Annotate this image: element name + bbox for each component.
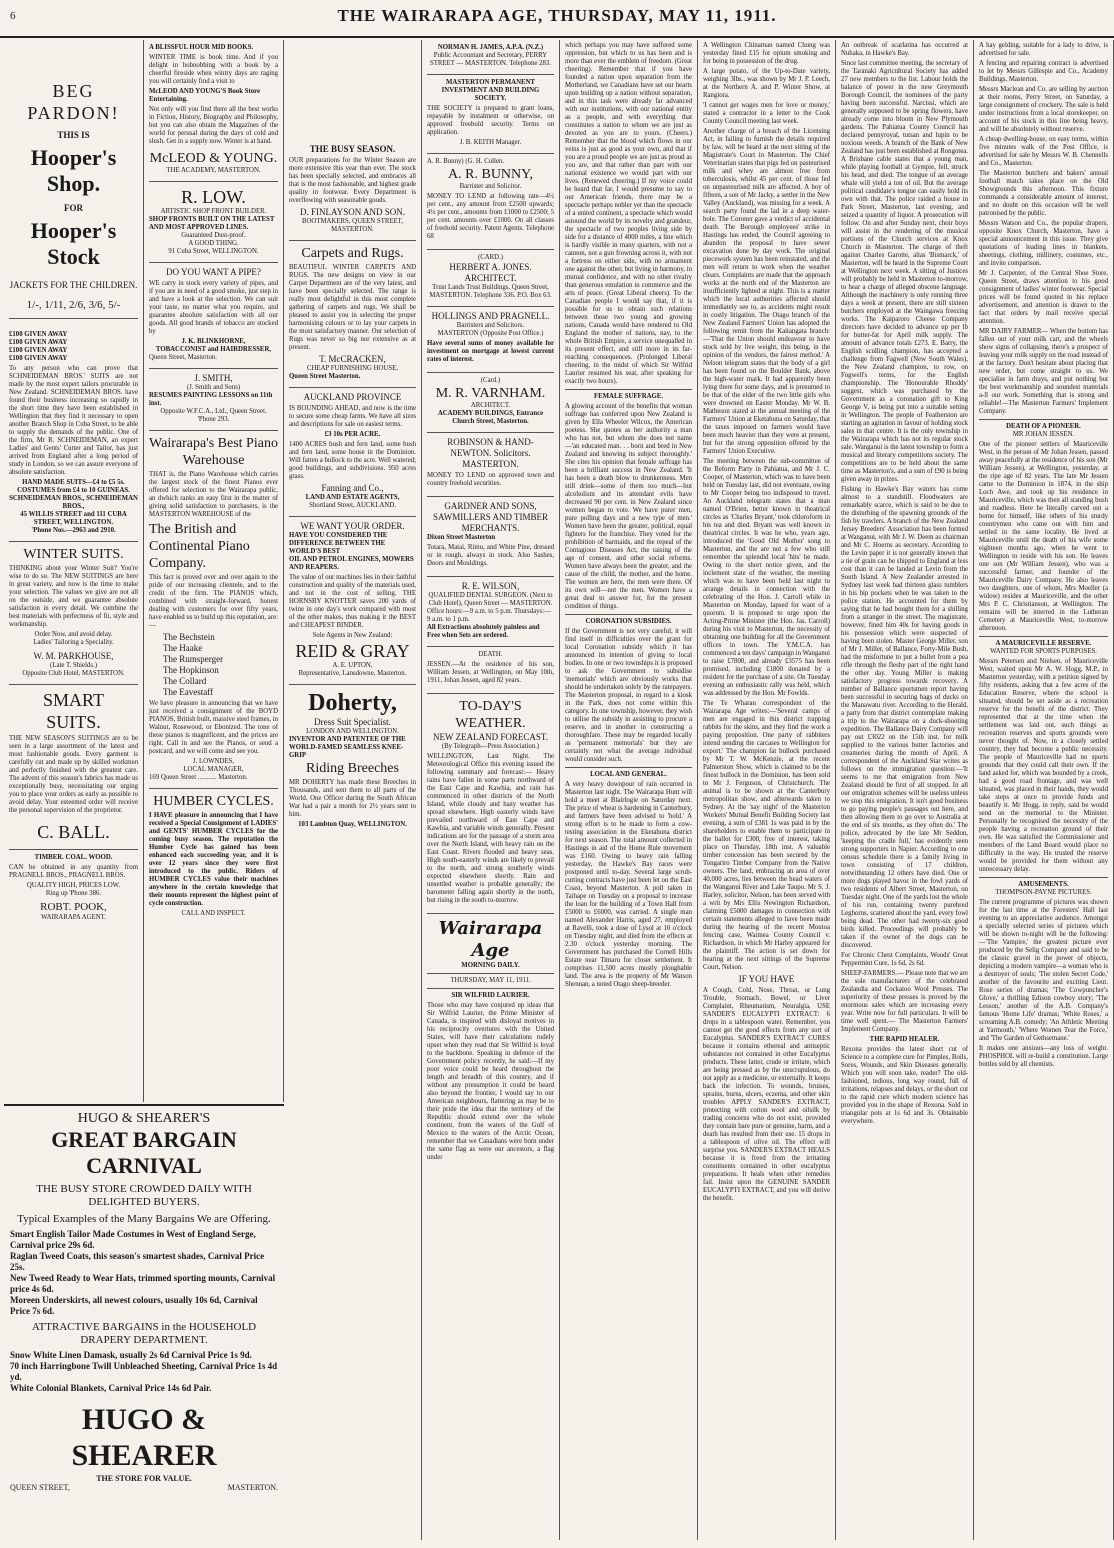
per-acre-line: £3 10s PER ACRE. bbox=[324, 431, 381, 438]
piano-brand: The Rumsperger bbox=[163, 654, 224, 664]
society-heading: MASTERTON PERMANENT INVESTMENT AND BUILDING SOCIETY. bbox=[441, 79, 540, 102]
bargain-item-2: Snow White Linen Damask, usually 2s 6d Carnival Price 1s 9d. bbox=[10, 1350, 252, 1360]
wairarapa-agent: WAIRARAPA AGENT. bbox=[41, 914, 106, 921]
land-estate-agents: LAND AND ESTATE AGENTS, bbox=[305, 494, 400, 501]
queen-street-label: QUEEN STREET, bbox=[10, 1483, 70, 1492]
hay-item: A hay gelding, suitable for a lady to drive, is advertised for sale. bbox=[979, 42, 1108, 57]
extractions-line: All Extractions absolutely painless and Free when Sets are ordered. bbox=[427, 624, 540, 639]
r-low-name: R. LOW. bbox=[181, 187, 246, 207]
nz-forecast-heading: NEW ZEALAND FORECAST. bbox=[433, 732, 548, 742]
busy-season-text: OUR preparations for the Winter Season are more extensive this year than ever. The stock has been specially selected, and embraces all that is the most fashionable, and highest grade quality in footwear. Every Department is overflowing with seasonable goods. bbox=[289, 157, 416, 204]
cough-text: A Cough, Cold, Nose, Throat, or Lung Trouble, Stomach, Bowel, or Liver Complaint, Rheumatism, Neuralgia, USE SANDER'S EUCALYPTI EXTRACT: 6 drops in a tablespoon water. Remember, you cannot get the good effects from any sort of Eucalyptus. SANDER'S EXTRACT CURES because it contains ethereal and antiseptic substances not contained in other Eucalyptus products. These latter, crude or irritate, which are being pressed as by the unscrupulous, do not apply as a medicine, or externally. It keeps back the infection. To wounds, bruises, sprains, burns, ulcers, eczema, and other skin troubles APPLY SANDER'S EXTRACT, protecting with cotton wool and oilsilk by trading concerns who do not exist, provided they contain bare pure or genuine, harm, and a death has resulted from their use. 15 drops in a tablespoon of olive oil. The effect will surprise you. SANDER'S EXTRACT HEALS because it is freed from the irritating constituents contained in other eucalyptus preparations. It heals when other remedies fail. Insist upon the GENUINE SANDER EUCALYPTI EXTRACT, and you will derive the benefit. bbox=[703, 987, 830, 1202]
varnham-name: M. R. VARNHAM. bbox=[435, 386, 546, 401]
piano-brand: The Haake bbox=[163, 643, 203, 653]
piano-text: THAT is, the Piano Warehouse which carries the largest stock of the finest Pianos ever offered for selection to the Wairarapa public, an dwhich ranks an easy first in the matter of giving solid satisfaction to purchasers, is the MASTERTON WAREHOUSE of the bbox=[149, 471, 278, 518]
maclean-item: Messrs Maclean and Co. are selling by auction at their rooms, Perry Street, on Saturday, a large consignment of crockery. The sale is held under instructions from a local storekeeper, on account of his stock in this line being heavy, and will be absolutely without reserve. bbox=[979, 86, 1108, 133]
newspaper-title: THE WAIRARAPA AGE, THURSDAY, MAY 11, 1911. bbox=[337, 6, 777, 25]
j-smith-name: J. SMITH, bbox=[194, 373, 233, 383]
rexona-text: Rexona provides the latest short cut of Science to a complete cure for Pimples, Boils, Sores, Wounds, and Skin Diseases generally. Which you will soon take, reader? The old-fashioned, tedious, long way round, full of irritations, relapses and delays, or the short cut to the rapid cure which modern science has provided you in the shape of Rexona. Sold in triangular pots at 1s 6d and 3s. Obtainable everywhere. bbox=[841, 1046, 968, 1125]
weather-heading: TO-DAY'S WEATHER. bbox=[455, 699, 526, 731]
tobacconist-label: TOBACCONIST and HAIRDRESSER, bbox=[155, 346, 272, 353]
typical-line: Typical Examples of the Many Bargains We are Offering. bbox=[17, 1213, 271, 1225]
cuba-street-address: 91 Cuba Street, WELLINGTON. bbox=[168, 248, 259, 255]
carpenter-item: Mr J. Carpenter, of the Central Shoe Store, Queen Street, draws attention to his good consignment of ladies' winter footwear. Special prices will be found quoted in his replace advertisement, and attention is drawn to the fact that orders by mail receive special attention. bbox=[979, 270, 1108, 325]
mccracken-name: T. McCRACKEN, bbox=[319, 354, 386, 364]
parkhouse-late: (Late T. Shields.) bbox=[50, 662, 97, 669]
scarlatina-item: An outbreak of scarlatina has occurred at Nuhaka, in Hawke's Bay. bbox=[841, 42, 968, 57]
order-now: Order Now, and avoid delay. bbox=[34, 631, 113, 638]
butchers-item: The Masterton butchers and bakers' annual football match takes place on the Old Showgrounds this afternoon. This fixture commands a considerable amount of interest, and no doubt on this occasion will be well patronised by the public. bbox=[979, 170, 1108, 217]
blissful-heading: A BLISSFUL HOUR MID BOOKS. bbox=[149, 44, 254, 51]
queen-street-address-2: 169 Queen Street ........... Masterton. bbox=[149, 774, 248, 781]
bargain-item: New Tweed Ready to Wear Hats, trimmed sporting mounts, Carnival price 4s 6d. bbox=[10, 1273, 276, 1294]
mcleod-heading: McLEOD AND YOUNG'S Book Store Entertaining. bbox=[149, 88, 261, 103]
jessen-text: One of the pioneer settlers of Mauriceville West, in the person of Mr Johan Jessen, passed away peacefully at the residence of his son (Mr William Jessen), at Wellington, yesterday, at the ripe age of 82 years. The late Mr Jessen came to the Dominion in 1874, in the ship Loch Awe, and took up his residence in Mauriceville, which was then all standing bush and roadless. Here he literally carved out a home for himself, like others of his sturdy countrymen who came out with him and settled in the same locality. He lived at Mauriceville until the death of his wife some eighteen months ago, when he went to Wellington to reside with his son. He leaves one son (Mr William Jessen), who was a successful farmer, and founder of the Mauriceville Dairy Company. He also leaves two daughters, one of whom, Mrs Moeller (a widow) resides at Mauriceville, and the other Mrs P. C. Christianson, at Wellington. The remains will be interred in the Lutheran Cemetery at Mauriceville West, to-morrow afternoon. bbox=[979, 441, 1108, 632]
smart-suits-text: THE NEW SEASON'S SUITINGS are to be seen in a large assortment of the latest and most fashionable goods. Every garment is carefully cut and made up by skilled workmen and perfectly finished with the greatest care. The advent of this season's fabrics has made us exceptionally busy, necessitating our urging you to place your orders as early as possible to avoid delay. Your esteemed order will receive the personal supervision of the proprietor. bbox=[9, 735, 138, 814]
hand-made-line: HAND MADE SUITS—£4 to £5 5s. COSTUMES from £4 to 10 GUINEAS. bbox=[17, 479, 130, 494]
blinkhorne-name: J. K. BLINKHORNE, bbox=[181, 338, 246, 345]
painting-lessons: RESUMES PAINTING LESSONS on 11th inst. bbox=[149, 392, 273, 407]
news-briefs: Another charge of a breach of the Licensing Act, in failing to furnish the details required by law, will be heard at the next sitting of the Magistrate's Court in Masterton. The Chief Veterinarian states that pigs fed on pasteurised milk and whey are almost free from tuberculosis, whilst 45 per cent. of those fed on unpasteurised milk are affected. A boy of fifteen, a son of Mr Jacky, a settler in the New Valley (Auckland), was missing for a week. A search party found the lad in a deep water-hole. The Coroner gave a verdict of accidental death. The Borough employees' strike in Hastings has ended, the Council agreeing to abandon the proposal to have sewer excavation done by day work. The original piecework system has been reinstated, and the men will return to work when the weather clears. Complaints are made that the approach works at the north end of the Masterton are insufficiently lighted at night. This is a matter which the local authorities affected should immediately see to, as accidents might result in costly litigation. The Otago branch of the New Zealand Farmers' Union has adopted the following remit from the Kaitangata branch:—'That the Union should endeavour to have stock sold by live weight, this being, in the opinion of the vendors, the fairest method.' A Nelson telegram states that the body of a girl has been found on the Boulder Bank, above the high-water mark. It had apparently been lying there for some days, and is presumed to be that of the elder of the two little girls who were drowned on Easter Monday. Mr W. B. Matheson stated at the annual meeting of the Farmers' Union at Eketahuna on Saturday, that the taxes imposed on farmers would have been much heavier than they were at present, but for the strong opposition offered by the Farmers' Union Executive. bbox=[703, 128, 830, 455]
busy-season-heading: THE BUSY SEASON. bbox=[309, 144, 396, 154]
acre-text: 1400 ACRES bush and fern land, some bush and fern land, some house in the Dominion. Will fatten a bullock to the acre. Well watered; good buildings, and subdivisions. 950 acres grass. bbox=[289, 441, 416, 480]
inventor-line: INVENTOR AND PATENTEE OF THE WORLD-FAMED SEAMLESS KNEE-GRIP bbox=[289, 736, 406, 759]
auckland-heading: AUCKLAND PROVINCE bbox=[303, 392, 402, 402]
call-inspect: CALL AND INSPECT. bbox=[181, 910, 246, 917]
give-away-line: £100 GIVEN AWAY bbox=[9, 355, 68, 362]
beg-pardon-heading: BEG PARDON! bbox=[27, 81, 120, 123]
schneideman-name: SCHNEIDEMAN BROS., SCHNEIDEMAN BROS., bbox=[9, 495, 138, 510]
barristers-label: Barristers and Solicitors. bbox=[456, 322, 525, 329]
hollings-text: Have several sums of money available for investment on mortgage at lowest current rates of interest. bbox=[427, 340, 554, 363]
bunny-header: A. R. Bunny) (G. H. Cullen. bbox=[427, 158, 505, 165]
fencing-item: A fencing and repairing contract is advertised to let by Messrs Gillespie and Co., Academy Buildings, Masterton. bbox=[979, 60, 1108, 83]
schneideman-text: To any person who can prove that SCHNEIDEMAN BROS.' SUITS are not made by the most expert tailors procurable in New Zealand. SCHNEIDEMAN BROS. have found their business increasing so rapidly in the short time they have been established in Wellington that they find it necessary to open another Branch Shop in Cuba Street, to be able to supply the demands of the public. One of the firm, Mr R. SCHNEIDEMAN, an expert Ladies' and Gents' Cutter and Tailor, has just arrived from England after a long period of study in London, so we can assure everyone of absolute satisfaction. bbox=[9, 365, 138, 476]
local-general-text: A very heavy downpour of rain occurred in Masterton last night. The Wairarapa Hunt will hold a meet at Blairlogie on Saturday next. The price of wheat is hardening in Canterbury, and farmers have been advised to 'hold.' A strong effort is to be made to form a cow-testing association in the Eketahuna district for next season. The total amount collected in Hastings in aid of the Home Rule movement was £160. Owing to heavy rain falling yesterday, the Hawke's Bay races were postponed until to-day. Several large scrub-cutting contracts have just been let on the East Coast, beyond Masterton. A poll taken in Taihape on Tuesday on a proposal to increase the loan for the building of a Town Hall from £5000 to £6000, was carried. A single man named Alexander Harris, aged 27, employed at Ravelli, took a dose of Lysol at 10 o'clock on Tuesday night, and died from the effects at 2.30 o'clock yesterday morning. The Government has purchased the Cornell Hills Estate near Timaru for closer settlement. It comprises 11,500 acres mostly ploughable land. The area is the property of Mr Watson Shennan, a noted Otago sheep-breeder. bbox=[565, 781, 692, 988]
winter-suits-text: THINKING about your Winter Suit? You're wise to do so. The NEW SUITINGS are here in great variety, and now is the time to make your selection. The values we give are not all on the outside, and we guarantee absolute satisfaction in every detail. We combine the best materials with perfectness of fit, style and workmanship. bbox=[9, 565, 138, 628]
give-away-line: £100 GIVEN AWAY bbox=[9, 339, 68, 346]
academy-address: THE ACADEMY, MASTERTON. bbox=[166, 167, 261, 174]
winter-suits-heading: WINTER SUITS. bbox=[23, 547, 124, 562]
shortland-address: Shortland Street, AUCKLAND. bbox=[309, 502, 396, 509]
london-wellington: LONDON AND WELLINGTON. bbox=[306, 728, 399, 735]
bargain-item-2: 70 inch Harringbone Twill Unbleached Sheeting, Carnival Price 1s 4d yd. bbox=[10, 1361, 278, 1382]
morning-daily: MORNING DAILY. bbox=[461, 962, 520, 969]
robinson-name: ROBINSON & HAND-NEWTON. Solicitors. MASTERTON. bbox=[447, 437, 534, 469]
pragnell-text: CAN be obtained in any quantity from PRAGNELL BROS., PRAGNELL BROS. bbox=[9, 864, 138, 879]
coronation-text: If the Government is not very careful, it will find itself in difficulties over the grant for local Coronation subsidy which it has announced its intention of giving to local bodies. In one or two townships it is proposed to ask the Government to subsidise 'memorials' which are obviously works that should be undertaken solely by the ratepayers. The Masterton proposal, in regard to a kiosk in the Park, does not come within this category. In one township, however, they wish to utilise the subsidy in assisting to procure a reserve, and in another in constructing a thoroughfare. These may be regarded locally as 'permanent memorials' but they are certainly not what the average individual would consider such. bbox=[565, 628, 692, 763]
watson-item: Messrs Watson and Co., the popular drapers, opposite Knox Church, Masterton, have a special announcement in this issue. They give quotations of leading lines in blankets, sheetings, clothing, millinery, costumes, etc., and invite comparison. bbox=[979, 220, 1108, 267]
hugo-address bbox=[10, 1483, 278, 1492]
lowndes-name: J. LOWNDES, bbox=[193, 758, 234, 765]
smart-heading: SMART bbox=[43, 690, 104, 710]
piano-brand: The Hopkinson bbox=[163, 665, 219, 675]
mcleod-text: Not only will you find there all the best works in Fiction, History, Biography and Philosophy, but you can also obtain the Magazines of the world for perusal during the days of cold and slush. Get in a supply now. Winter is at hand. bbox=[149, 106, 278, 145]
date-line: THURSDAY, MAY 11, 1911. bbox=[450, 977, 531, 984]
dustproof-line: Guaranteed Dust-proof. bbox=[181, 232, 246, 239]
finlayson-name: D. FINLAYSON AND SON. bbox=[300, 207, 405, 217]
coronation-heading: CORONATION SUBSIDIES. bbox=[585, 618, 672, 625]
artistic-label: ARTISTIC SHOP FRONT BUILDER. bbox=[160, 208, 267, 215]
laurier-heading: SIR WILFRID LAURIER. bbox=[451, 992, 530, 999]
dress-suit-specialist: Dress Suit Specialist. bbox=[314, 717, 391, 727]
bunny-name: A. R. BUNNY, bbox=[448, 167, 533, 182]
column-6 bbox=[698, 40, 836, 1540]
potato-item: A large potato, of the Up-to-Date variety, weighing 3lbs., was shown by Mr J. P. Leech, at the Northern A. and P. Winter Show, at Rangiora. bbox=[703, 68, 830, 99]
reserve-heading: A MAURICEVILLE RESERVE. bbox=[995, 640, 1092, 647]
shop-fronts-text: SHOP FRONTS BUILT ON THE LATEST AND MOST APPROVED LINES. bbox=[149, 216, 275, 231]
masthead bbox=[0, 0, 1114, 38]
telegraph-line: (By Telegraph—Press Association.) bbox=[441, 743, 540, 750]
piano-brand: The Collard bbox=[163, 676, 207, 686]
jackets-heading: JACKETS FOR THE CHILDREN. bbox=[9, 280, 138, 290]
woods-item: For Chronic Chest Complaints, Woods' Great Peppermint Cure, 1s 6d, 2s 6d. bbox=[841, 952, 968, 967]
we-want-heading: WE WANT YOUR ORDER. bbox=[300, 521, 405, 531]
society-text: THE SOCIETY is prepared to grant loans, repayable by instalment or otherwise, on approved freehold security. Terms on application. bbox=[427, 105, 554, 136]
wilson-name: R. E. WILSON, bbox=[461, 581, 520, 591]
winter-time-text: WINTER TIME is book time. And if you delight in hobnobbing with a book by a cheerful fireside when wintry days are raging you will certainly find a visit to bbox=[149, 54, 278, 85]
timber-heading: TIMBER. COAL. WOOD. bbox=[34, 854, 113, 861]
wairarapa-age-logo: Wairarapa Age bbox=[438, 918, 543, 961]
lambton-address: 103 Lambton Quay, WELLINGTON. bbox=[298, 821, 407, 828]
bargain-item: Moreen Underskirts, all newest colours, usually 10s 6d, Carnival Price 7s 6d. bbox=[10, 1295, 258, 1316]
laurier-text: Those who may have conjured up ideas that Sir Wilfrid Laurier, the Prime Minister of Canada, is inspired with disloyal motives in his reciprocity overtures with the United States, will have their calculations rudely upset when they read that Sir Wilfrid is loyal to the backbone. Speaking in defence of the Government policy recently, he said:—If my poor voice could be heard throughout the length and breadth of this country, and if without any presumption it could be heard also beyond the frontier, I would say to our American neighbours, flattering as may be to their pride the idea that the territory of the Republic should extend over the whole continent, from the waters of the Gulf of Mexico to the waters of the Arctic Ocean, remember that we Canadians were born under the same flag as were our ancestors, a flag under bbox=[427, 1002, 554, 1161]
c-ball-name: C. BALL. bbox=[37, 822, 110, 842]
painting-address: Opposite W.F.C.A., Ltd., Queen Street. bbox=[160, 408, 267, 415]
herbert-jones-name: HERBERT A. JONES. ARCHITECT. bbox=[449, 262, 532, 283]
barrister-label: Barrister and Solicitor. bbox=[459, 183, 522, 190]
column-3 bbox=[284, 40, 422, 1540]
humber-cycles-heading: HUMBER CYCLES. bbox=[153, 794, 274, 809]
schneideman-address: 45 WILLIS STREET and 111 CUBA STREET, WELLINGTON. bbox=[20, 511, 127, 526]
dwelling-item: A cheap dwelling-house, on easy terms, within five minutes walk of the Post Office, is advertised for sale by Messrs W. B. Chennells and Co., Masterton. bbox=[979, 136, 1108, 167]
money-lend-text: MONEY TO LEND at following rate—4½ per cent., any amount from £2500 upwards; 4½ per cent., amounts from £1000 to £2500; 5 per cent. amounts over £1000. On all classes of freehold security. Patent Agents. Telephone 68 bbox=[427, 193, 554, 240]
architect-label: ARCHITECT. bbox=[470, 402, 511, 409]
humber-cycles-text: I HAVE pleasure in announcing that I have received a Special Consignment of LADIES' and GENTS' HUMBER CYCLES for the coming busy season. The reputation the Humber Cycle has gained has been enhanced each succeeding year, and it is over 12 years since they were first introduced to the public. Riders of HUMBER CYCLES value their machines anywhere in the certain knowledge that their mounts represent the highest point of cycle construction. bbox=[149, 812, 278, 907]
cabinet-item: 'I cannot get wages men for love or money,' stated a contractor in a letter to the Cook County Council meeting last week. bbox=[703, 102, 830, 125]
suits-heading: SUITS. bbox=[46, 712, 101, 732]
schneideman-phone: 'Phone Nos.—2963 and 2910. bbox=[31, 527, 116, 534]
robt-pook-name: ROBT. POOK, bbox=[40, 901, 107, 913]
attractive-line: ATTRACTIVE BARGAINS in the HOUSEHOLD DRAPERY DEPARTMENT. bbox=[31, 1321, 257, 1346]
smith-sons: (J. Smith and Sons) bbox=[186, 384, 241, 391]
hoopers-shop-heading: Hooper's Shop. bbox=[30, 145, 117, 196]
give-away-line: £100 GIVEN AWAY bbox=[9, 347, 68, 354]
british-piano-heading: The British and Continental Piano Company. bbox=[149, 522, 250, 571]
cheap-furnishing: CHEAP FURNISHING HOUSE, bbox=[307, 365, 398, 372]
busy-store-line: THE BUSY STORE CROWDED DAILY WITH DELIGHTED BUYERS. bbox=[36, 1183, 252, 1208]
page-number: 6 bbox=[10, 10, 16, 22]
wauwera-item: The Te Wharau correspondent of the Wairarapa Age writes:—'Several camps of men are engaged in this district trapping rabbits for the skins, and they find the work a paying proposition. One party of rabbiters intend sending the carcases to Wellington for export.' The champion fat bullock purchased by Mr T. W. McKenzie, at the recent Palmerston Show, which is claimed to be the finest bullock in the Dominion, has been sold to Mr J. Ferguson, of Christchurch. The animal is to be shown at the Canterbury metropolitan show, and afterwards taken to Sydney. At the 'say night' of the Masterton Workers' Mutual Benefit Building Society last evening, a sum of £381 1s was paid in by the shareholders to enable them to participate in the ballot for £300, free of interest, taking place on Thursday, 18th inst. A valuable timber concession has been secured by the Tongariro Timber Company from the Native owners. The land, embracing an area of over 40,000 acres, lies between the head waters of the Wanganui River and Lake Taupo. Mr S. J. Harley, solicitor, Nelson, has been served with a writ by Mrs Ellis Newington Richardson, claiming £5000 damages in connection with certain statements alleged to have been made during the hearing of the recent Moutoa fencing case, Waimea County Council v. Richardson, in which Mr Harley appeared for the plaintiff. The action is set down for hearing at the next sittings of the Supreme Court, Nelson. bbox=[703, 700, 830, 971]
local-general-heading: LOCAL AND GENERAL. bbox=[590, 771, 667, 778]
give-away-line: £100 GIVEN AWAY bbox=[9, 331, 68, 338]
considered-heading: HAVE YOU CONSIDERED THE DIFFERENCE BETWEEN THE WORLD'S BEST bbox=[289, 532, 388, 555]
hugo-shearer-heading: HUGO & SHEARER'S bbox=[77, 1111, 211, 1126]
sole-agents: Sole Agents in New Zealand: bbox=[312, 632, 393, 639]
auckland-text: IS BOUNDING AHEAD, and now is the time to secure some cheap farms. We have all sizes and descriptions for sale on easiest terms. bbox=[289, 405, 416, 428]
news-briefs-2: Since last committee meeting, the secretary of the Taranaki Agricultural Society has added 27 new members to the list. Labour holds the balance of power in the new Greymouth Borough Council, the nominees of the party having been successful. Narcissi, which are generally supposed to be spring flowers, have already come into bloom in New Plymouth gardens. The Pahiatua County Council has declared pennyroyal, tutsan and lupin to be noxious weeds. A branch of the Bank of New Zealand has just been established at Rongotea. A Brisbane cable states that a young man, while playing football at Gympie, fell, struck his head, and died. The tongue of an average whale will yield a ton of oil. But the average political candidate's tongue can easily hold its own with that. The police raided a house in Park Street, Masterton, last evening, and seized a quantity of liquor. A prosecution will follow. On and after Sunday next, choir boys will assist in the rendering of the musical portions of the Church services at Knox Church in Masterton. The charge of theft against Charles Garotte, alias 'Bismarck,' of Masterton, will be heard in the Supreme Court at Wellington next week. A sitting of Justices will probably be held in Masterton to-morrow, to hear a charge of alleged obscene language. Although the machinery is only running three days a week at present, there are still sixteen butchers employed at the Waingawa freezing works. The Kaiparoro Cheese Company directors have decided to advance up per lb for butter-fat for April milk supply. The amount of advance totals £273. E. Barry, the English sculling champion, has accepted a challenge from Fagwell (New South Wales), the New Zealand champion, to row, on Fogwell's terms, for the English championship. The 'Honourable Rhoddy' suggest, which was purchased by the Government as a coronation gift to King George V, is being put into a suitable setting in Wellington. The people of Featherston are starting an agitation in favour of holding stock sales in that centre. It is the only township in the Wairarapa which has not its regular stock sale. Wanganui is the latest township to form a musical and literary competitions society. The competitions are to be held about the same time as Masterton's, and a sum of £90 is being given away in prizes. bbox=[841, 60, 968, 483]
fishing-item: Fishing in Hawke's Bay waters has come almost to a standstill. Floodwaters are remarkably scarce, which is said to be due to the disturbing of the spawning grounds of the fish by trawlers. A branch of the New Zealand Jersey Breeders' Association has been formed at Wanganui, with Mr J. W. Deem as chairman and Mr C. Hoerns as secretary. According to the Levin paper it is not generally known that a tie of grain can be shipped to England at less cost than it can be landed at Levin from the South Island. A New Zealander arrested in Sydney last week had thirteen glass tumblers in his hip pockets when he was taken to the police station. He accounted for them by saying that he had bought them for a shilling from a stranger in the street. The magistrate, however, fined him 40s for having goods in his possession which were suspected of having been stolen. Master George Miller, son of Mr J. Miller, of Ballance, Forty-Mile Bush, had the misfortune to put a bullet from a pea rifle through the fleshy part of the right hand the other day. Young Miller is making satisfactory progress towards recovery. A number of Ballance sportsmen report having been successful in securing bags of ducks on the Manawatu river. According to the Herald, a party from that district contemplate making a trip to the Wairarapa on a duck-shooting expedition. The Ballance Dairy Company will pay out £3022 on the 15th inst. for milk supplied to the various butter factories and creameries during the month of April. A correspondent of the Auckland Star writes as follows on the immigration question:—'It seems to me that emigration from New Zealand should be first of all stopped. In all our emigration schemes will be useless unless we stop this emigration. It isn't good business to go paying people's passages out here, and then allowing them to go over to Australia at the end of six months, as they often do.' The police, advocated by the late Mr Seddon, 'keeping the cradle full,' has evidently seen strong supporters in Napier. According to one census schedule there is a family living in town consisting of 17 children, notwithstanding 12 others have died. One or more dogs played havoc in the fowl yards of two residents of Albert Street, Masterton, on Tuesday night. One of the yards lost the whole of his run, containing twenty purebred Leghorns, scattered about the yard, every fowl being dead. The other had twenty-six good birds killed. Proceedings will probably be taken if the owner of the dogs can be discovered. bbox=[841, 486, 968, 949]
keith-name: J. B. KEITH Manager. bbox=[459, 139, 522, 146]
carnival-heading: GREAT BARGAIN CARNIVAL bbox=[51, 1127, 237, 1178]
mcleod-young-name: McLEOD & YOUNG. bbox=[149, 151, 278, 166]
column-4 bbox=[422, 40, 560, 1540]
dairy-farmer-item: MR DAIRY FARMER— When the bottom has fallen out of your milk cart, and the wheels show signs of collapsing, there's a prospect of leaving your milk supply on the road instead of at the factory. Don't hesitate about placing that new order, but come straight to us. We specialise in farm drays, and put nothing but the best workmanship and soundest materials a-ll our work. Something that is strong and reliable!—The Masterton Farmers' Implement Company. bbox=[979, 328, 1108, 415]
hornsby-text: The value of our machines lies in their faithful construction and quality of the materials used, and not in the cost of selling. THE HORNSBY KNOTTER saves 200 yards of twine in one day's work compared with most of the other makes, thus making it the BEST and CHEAPEST BINDER. bbox=[289, 574, 416, 629]
thompson-heading: THOMPSON-PAYNE PICTURES. bbox=[995, 889, 1092, 896]
piano-brand: The Eavestaff bbox=[163, 687, 214, 697]
academy-buildings: ACADEMY BUILDINGS, Entrance Church Street, Masterton. bbox=[437, 410, 544, 425]
doherty-text: MR DOHERTY has made these Breeches in Thousands, and sent them to all parts of the World. One Officer during the South African War had a pair a month for 2½ years sent to him. bbox=[289, 779, 416, 818]
quality-line: QUALITY HIGH, PRICES LOW. bbox=[26, 882, 121, 889]
upton-representative: Representative, Lansdowne, Masterton. bbox=[298, 670, 407, 677]
bargain-item: Smart English Tailor Made Costumes in West of England Serge, Carnival price 29s 6d. bbox=[10, 1229, 256, 1250]
hoopers-stock-heading: Hooper's Stock bbox=[30, 218, 117, 269]
carpets-rugs-text: BEAUTIFUL WINTER CARPETS AND RUGS. The new designs on view in our Carpet Department are of the very latest, and have been specially selected. The range is really most delightful in this most complete gathering of carpets and rugs. We shall be pleased to assist you in selecting the proper harmonising colours or to lay your carpets in the most satisfactory manner. Our selection of Rugs was never so big nor extensive as at present. bbox=[289, 264, 416, 351]
death-notice: JESSEN.—At the residence of his son, William Jessen, at Wellington, on May 10th, 1911, Johan Jessen, aged 82 years. bbox=[427, 661, 554, 684]
hollings-address: MASTERTON (Opposite Post Office.) bbox=[437, 330, 544, 337]
queen-street-address: Queen Street, Masterton. bbox=[149, 354, 217, 361]
pipe-heading: DO YOU WANT A PIPE? bbox=[166, 267, 261, 277]
fanning-name: Fanning and Co., bbox=[321, 483, 384, 493]
death-heading: DEATH. bbox=[478, 651, 503, 658]
column-1 bbox=[4, 40, 144, 1102]
card-label: (CARD.) bbox=[477, 254, 504, 261]
phone-293: 'Phone 293. bbox=[197, 416, 230, 423]
amusements-heading: AMUSEMENTS. bbox=[1018, 881, 1069, 888]
local-manager: LOCAL MANAGER, bbox=[183, 766, 244, 773]
ladies-tailoring: Ladies' Tailoring a Speciality. bbox=[33, 639, 114, 646]
parkhouse-name: W. M. PARKHOUSE, bbox=[33, 651, 114, 661]
hugo-shearer-ad bbox=[4, 1104, 284, 1544]
pipe-text: WE carry in stock every variety of pipes, and if you are in need of a good smoke, just step in and have a look at the selection. We can suit your taste, no matter what you require, and guarantee absolute satisfaction with all our goods. All good brands of tobacco are stocked by bbox=[149, 280, 278, 335]
laurier-continued: which perhaps you may have suffered some oppression, but which to us has been and is more than ever the emblem of freedom. (Great cheering). Remember that if you have founded a nation upon separation from the Motherland, we Canadians have set our hearts upon building up a nation without separation, and in this task were already far advanced with our institutions, with our national entity as a people, and with everything that constitutes a nation to whom we are just as devoted as you are to yours. (Cheers.) Remember that the blood which flows in our veins is just as good as your own, and that if you are a proud people we are just as proud as you are, and that rather than part with our national existence we would part with our lives. (Renewed cheering.) If my voice could be heard that far, I would presume to say to our American friends, there may be a spectacle perhaps nobler yet than the spectacle of a united continent, a spectacle which would astound the world by its novelty and grandeur, the spectacle of two peoples living side by side for a distance of 4000 miles, a line which is hardly visible in many quarters, with not a cannon, not a gun frowning across it, with not a fortress on either side, with no armament one against the other, but living in harmony, in mutual confidence, and with no other rivalry than generous emulation in commerce and the arts of peace. (Great Liberal cheers). To the Canadian people I would say that, if it is possible for us to obtain such relations between those two young and growing nations, Canada would have rendered to Old England the mother of nations, nay, to the whole British Empire, a service unequalled in its present effect, and still more in its far-reaching consequences. (Prolonged Liberal cheering, in the midst of which Sir Wilfrid Laurier resumed his seat, after speaking for exactly two hours). bbox=[565, 42, 692, 385]
office-hours: Office hours:—9 a.m. to 5 p.m. Thursdays:—9 a.m. to 1 p.m. bbox=[427, 608, 551, 623]
accountant-line: Public Accountant and Secretary, PERRY STREET — MASTERTON. Telephone 283. bbox=[429, 52, 552, 67]
column-2 bbox=[144, 40, 284, 1102]
mccracken-address: Queen Street Masterton. bbox=[289, 373, 361, 380]
if-you-have-heading: IF YOU HAVE bbox=[738, 974, 795, 984]
bargain-item: Raglan Tweed Coats, this season's smartest shades, Carnival Price 25s. bbox=[10, 1251, 265, 1272]
rapid-healer-heading: THE RAPID HEALER. bbox=[869, 1036, 940, 1043]
wairarapa-piano-heading: Wairarapa's Best Piano Warehouse bbox=[149, 436, 278, 468]
dentist-line: QUALIFIED DENTAL SURGEON. (Next to Club Hotel), Queen Street — MASTERTON. bbox=[428, 592, 553, 607]
carpets-rugs-heading: Carpets and Rugs. bbox=[301, 246, 404, 261]
pictures-text: The current programme of pictures was shown for the last time at the Foresters' Hall last evening to an appreciative audience. Amongst a specially selected series of pictures which will be shown to-night will be the following:—'The Vampire,' the greatest picture ever produced by the Selig Company and said to be the classic gravel in the power of objects, depicting a modern vampire—a woman who is a destroyer of souls; 'The stolen Secret Code,' another of the favourite and exciting Lieut. Rose series of dramas; 'The Cowpuncher's Glove,' a thrilling Edison cowboy story; 'The Lesson,' another of the A.B. Company's famous 'Home Life' dramas; 'White Roses,' a screaming A.B. comedy; 'An Athletic Meeting at Yarmouth,' 'Where Women Tear the Force,' and 'The Garden of Gethsemane.' bbox=[979, 899, 1108, 1042]
boyd-piano-text: We have pleasure in announcing that we have just received a consignment of the BOYD PIANOS, British built, massive steel frames, in Walnut, Rosewood, or Ebonized. The tone of these pianos is magnificent, and the prices are right. Call in and see the Pianos, or send a postcard, and we will come and see you. bbox=[149, 700, 278, 755]
robinson-text: MONEY TO LEND on approved town and country freehold securities. bbox=[427, 472, 554, 487]
hugo-shearer-big: HUGO & SHEARER bbox=[71, 1403, 217, 1472]
bootmakers-address: BOOTMAKERS, QUEEN STREET, MASTERTON. bbox=[301, 218, 404, 233]
card-label-2: (Card.) bbox=[480, 377, 501, 384]
bargain-item-2: White Colonial Blankets, Carnival Price 14s 6d Pair. bbox=[10, 1383, 212, 1393]
parkhouse-address: Opposite Club Hotel, MASTERTON. bbox=[22, 670, 125, 677]
norman-james-name: NORMAN H. JAMES, A.P.A. (N.Z.) bbox=[437, 44, 544, 51]
this-is-label: THIS IS bbox=[57, 130, 90, 140]
riding-breeches: Riding Breeches bbox=[306, 761, 399, 776]
masterton-label: MASTERTON. bbox=[227, 1483, 278, 1492]
reserve-text: Messrs Petersen and Nielsen, of Mauriceville West, waited upon Mr A. W. Hogg, M.P., in Masterton yesterday, with a petition signed by fifty residents, asking that a few acres of the Education Reserve, where the school is situated, should be set aside as a recreation reserve for the benefit of the district. They represented that at the time when the settlement was laid out, such things as recreation reserves and sports grounds were never thought of. Now, in a closely settled country, they had become a public necessity. The people of Mauriceville had no sports grounds that they could call their own. If the land asked for, which was bounded by a creek, had a good road frontage, and was well situated, was placed in their hands, they would take steps at once to provide funds and beautify it. Mr Hogg, in reply, said he would send on the memorial to the Minister. Personally he recognised the necessity of the people having a recreation ground of their own. He was satisfied the Commissioner and members of the Land Board would place no difficulty in the way. He trusted the reserve would be provided for them without any unnecessary delay. bbox=[979, 658, 1108, 873]
column-5 bbox=[560, 40, 698, 1540]
phosphol-item: It makes one anxious—any loss of weight. PHOSPHOL will re-build a constitution. Large bottles sold by all chemists. bbox=[979, 1045, 1108, 1068]
death-pioneer-heading: DEATH OF A PIONEER. bbox=[1006, 423, 1081, 430]
store-value-line: THE STORE FOR VALUE. bbox=[96, 1474, 192, 1483]
jackets-prices: 1/-, 1/11, 2/6, 3/6, 5/- bbox=[26, 299, 121, 311]
oil-engines-line: OIL AND PETROL ENGINES, MOWERS AND REAPERS. bbox=[289, 556, 414, 571]
column-8 bbox=[974, 40, 1114, 1540]
sports-heading: WANTED FOR SPORTS PURPOSES. bbox=[990, 648, 1097, 655]
piano-brand: The Bechstein bbox=[163, 632, 215, 642]
reid-gray-name: REID & GRAY bbox=[295, 641, 410, 661]
gardner-name: GARDNER AND SONS, SAWMILLERS AND TIMBER MERCHANTS. bbox=[432, 501, 549, 533]
column-7 bbox=[836, 40, 974, 1540]
weather-text: WELLINGTON, Last Night. The Meteorological Office this evening issued the following summary and forecast:— Heavy rains have fallen in some parts northward of the East Cape and Kawhia, and rain has commenced in other districts of the North Island, while cloudy and hazy weather has spread elsewhere. High easterly winds have prevailed northward of East Cape and Kawhia, and variable winds generally. Present indications are for the passage of a storm area over the North Island, with heavy rain on the East Coast. Rivers flooded and heavy seas. High south-easterly winds are likely to prevail to the north, and strong southerly winds expected elsewhere shortly. Rain and unsettled weather is probable generally; the barometer falling again shortly in the north, but rising in the south to-morrow. bbox=[427, 753, 554, 904]
female-suffrage-heading: FEMALE SUFFRAGE. bbox=[593, 393, 664, 400]
trust-lands-address: Trust Lands Trust Buildings, Queen Street, MASTERTON. Telephone 336. P.O. Box 63. bbox=[429, 284, 552, 299]
meeting-item: The meeting between the sub-committee of the Reform Party in Pahiatua, and Mr J. C. Cooper, of Masterton, which was to have been held on Tuesday last, did not eventuate, owing to Mr Cooper being too indisposed to travel. An Auckland telegram states that a man named O'Brien, better known in theatrical circles as 'Charles Bryant,' took chloroform in his tea and died. Bryant was well known in theatrical circles. It was he who, years ago, introduced the 'Good Old Mother' song to Masterton, and the are not a few who still remember the splendid local 'hits' he made. Owing to the short notice given, and the inclement state of the weather, the meeting which was to have been held last night to arrange details in connection with the celebrating of the Hon. J. Carroll while in Masterton on Monday, lapsed for want of a quorum. It is proposed to urge upon the Acting-Prime Minister (the Hon. Jas. Carroll) during his visit to Masterton, the necessity of obtaining one building for all the Government offices in town. The Y.M.C.A. has commenced a ten days' campaign in Wanganui to raise £7800, and already £3575 has been promised, including £1800 donated by a resident for the purchase of a site. On Tuesday evening an enthusiastic rally was held, which was addressed by the Hon. Mr Fowlds. bbox=[703, 458, 831, 697]
ring-up-line: Ring up 'Phone 386. bbox=[45, 890, 102, 897]
good-thing-line: A GOOD THING. bbox=[188, 240, 239, 247]
dixon-address: Dixon Street Masterton bbox=[427, 534, 496, 541]
british-piano-text: This fact is proved over and over again to the pride of our increasing clientele, and to the credit of the firm. The PIANOS which, combined with straight-forward, honest dealing with customers for over fifty years, have enabled us to build up this reputation, are:— bbox=[149, 574, 278, 629]
johan-jessen-heading: MR JOHAN JESSEN. bbox=[1012, 431, 1075, 438]
female-suffrage-text: A glowing account of the benefits that woman suffrage has conferred upon New Zealand is given by Ella Wheeler Wilcox, the American poetess. She quotes as her authority a man who has not, but whom she does not name—'an educated man. . . born and bred in New Zealand and knowing its subject thoroughly.' She cites his opinion that female suffrage has been a brilliant success in New Zealand. 'It has been a death blow to drunkenness. Men still drink—some of them too much—but alcoholism and its attendant evils have decreased 90 per cent. in New Zealand since women began to vote. We have purer men, pure polling days and a new type of men.' Women have been the greater, political, equal fighters for the franchise. They voted for the prohibition of barmaids, and the repeal of the Contagious Diseases Act, the raising of the age of consent, and other social reforms. Women have always been the greater, and the cause of the child, the mother, and the home. The women are here, the men were there. Of its own will—not the men. Women have a great deal to answer for, for the present condition of things. bbox=[565, 403, 692, 610]
chinaman-item: A Wellington Chinaman named Chung was yesterday fined £15 for opium smoking and for being in possession of the drug. bbox=[703, 42, 830, 65]
doherty-name: Doherty, bbox=[308, 690, 397, 716]
for-label: FOR bbox=[64, 203, 83, 213]
sheep-farmers-item: SHEEP-FARMERS.— Please note that we are the sole manufacturers of the celebrated Zealandia and Cockatoo Wool Presses. The superiority of these presses is proved by the enormous sales which are increasing every year. Write now for full particulars. It will be time well spent.— The Masterton Farmers' Implement Company. bbox=[841, 970, 968, 1033]
upton-name: A. E. UPTON, bbox=[332, 662, 373, 669]
totara-text: Totara, Matai, Rimu, and White Pine, dressed or in rough, always in stock. Also Sashes, Doors and Mouldings. bbox=[427, 544, 554, 567]
hollings-pragnell-name: HOLLINGS AND PRAGNELL. bbox=[431, 311, 550, 321]
